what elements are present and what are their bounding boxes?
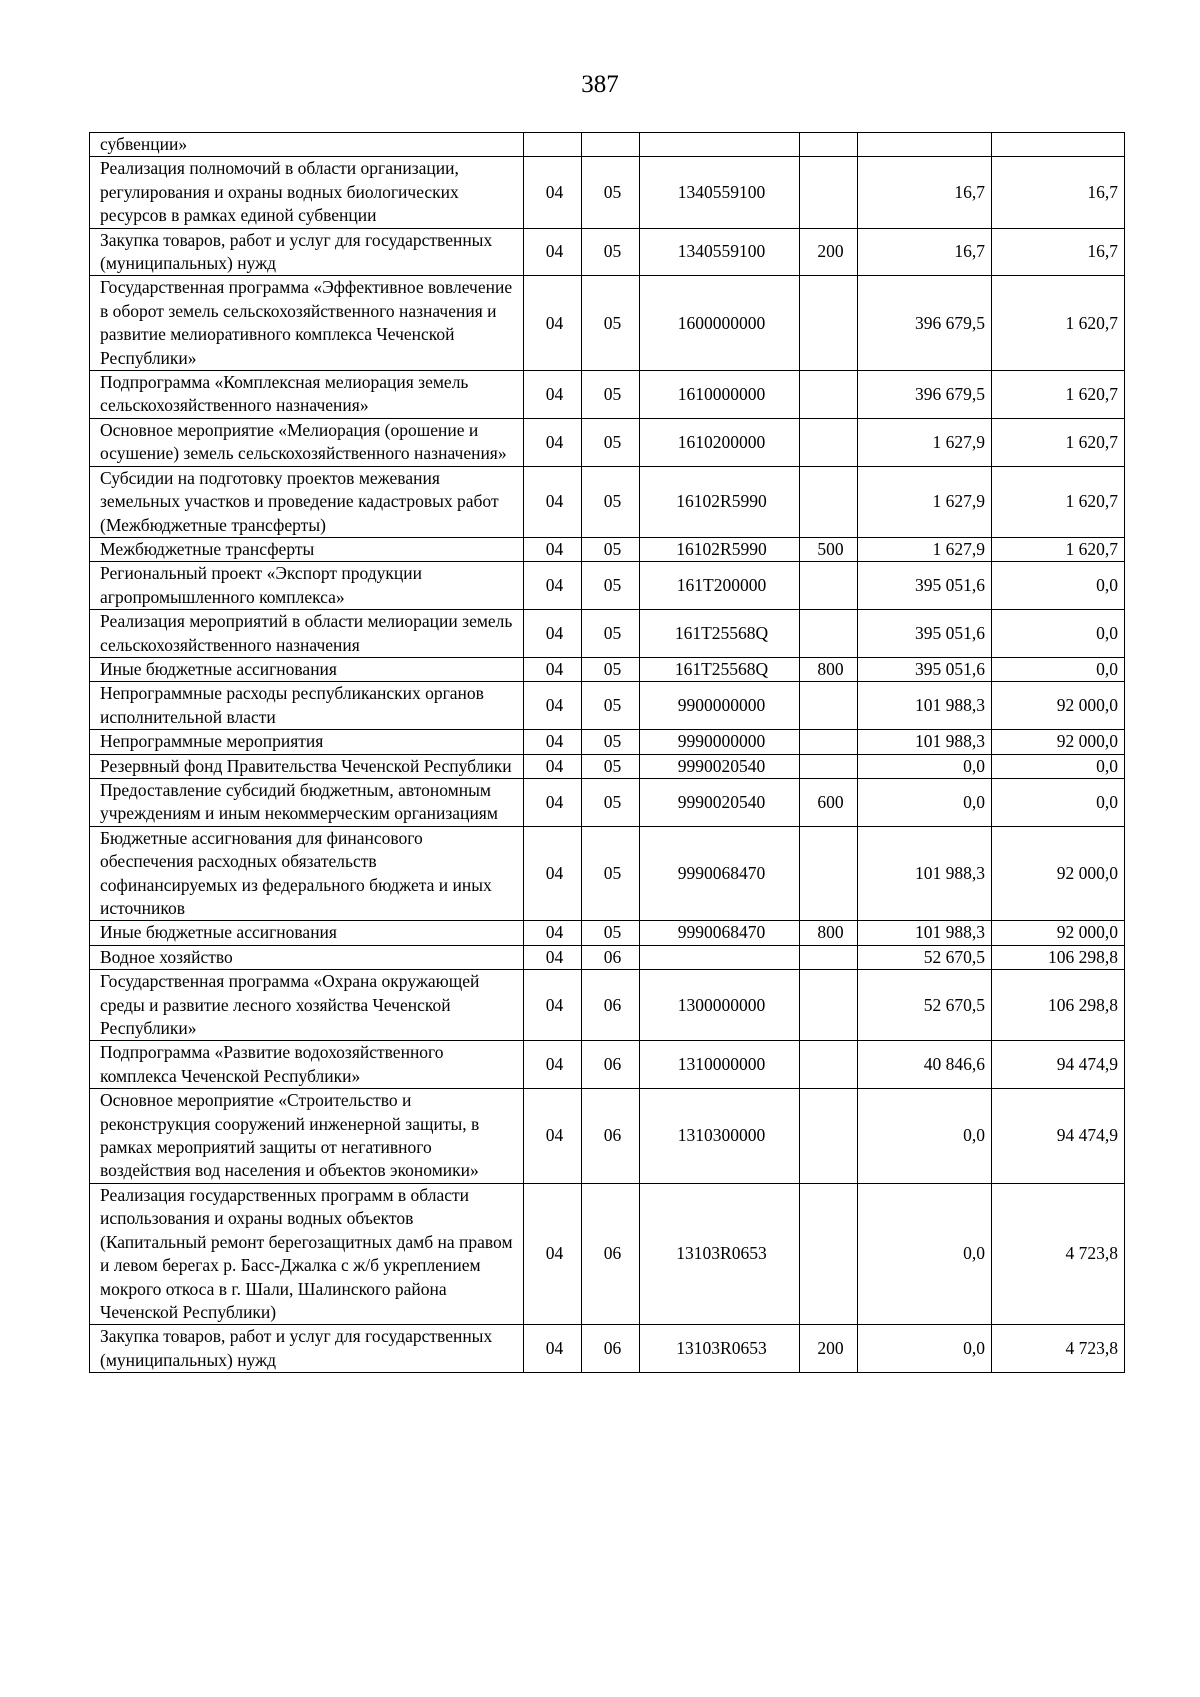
table-row xyxy=(90,228,1125,276)
subsection-code: 05 xyxy=(582,537,640,561)
expense-type-code xyxy=(800,754,858,778)
section-code: 04 xyxy=(524,537,582,561)
amount-year-2: 4 723,8 xyxy=(992,1325,1125,1373)
expense-type-code: 500 xyxy=(800,537,858,561)
expense-type-code xyxy=(800,970,858,1041)
target-article-code: 1340559100 xyxy=(640,228,800,276)
expense-type-code xyxy=(800,610,858,658)
amount-year-1: 40 846,6 xyxy=(858,1041,992,1089)
amount-year-2: 1 620,7 xyxy=(992,276,1125,371)
subsection-code: 05 xyxy=(582,562,640,610)
expense-type-code xyxy=(800,276,858,371)
table-row xyxy=(90,778,1125,826)
target-article-code: 9990000000 xyxy=(640,730,800,754)
expense-type-code: 200 xyxy=(800,228,858,276)
subsection-code: 05 xyxy=(582,921,640,945)
subsection-code: 06 xyxy=(582,945,640,969)
amount-year-2: 1 620,7 xyxy=(992,466,1125,537)
target-article-code: 16102R5990 xyxy=(640,466,800,537)
subsection-code: 05 xyxy=(582,276,640,371)
amount-year-1 xyxy=(858,133,992,157)
amount-year-1: 52 670,5 xyxy=(858,945,992,969)
target-article-code: 1340559100 xyxy=(640,157,800,228)
target-article-code: 9990068470 xyxy=(640,921,800,945)
target-article-code: 1610000000 xyxy=(640,371,800,419)
amount-year-2: 94 474,9 xyxy=(992,1089,1125,1184)
amount-year-1: 395 051,6 xyxy=(858,610,992,658)
table-row xyxy=(90,562,1125,610)
table-row xyxy=(90,157,1125,228)
section-code: 04 xyxy=(524,157,582,228)
section-code: 04 xyxy=(524,778,582,826)
target-article-code: 161T25568Q xyxy=(640,610,800,658)
table-row xyxy=(90,945,1125,969)
subsection-code: 05 xyxy=(582,610,640,658)
amount-year-1: 1 627,9 xyxy=(858,418,992,466)
row-name: Государственная программа «Эффективное вовлечение в оборот земель сельскохозяйственного назначения и развитие мелиоративного комплекса Чеченской Республики» xyxy=(90,276,524,371)
amount-year-2: 1 620,7 xyxy=(992,537,1125,561)
expense-type-code xyxy=(800,466,858,537)
row-name: Закупка товаров, работ и услуг для государственных (муниципальных) нужд xyxy=(90,228,524,276)
table-row xyxy=(90,682,1125,730)
target-article-code xyxy=(640,133,800,157)
subsection-code: 05 xyxy=(582,826,640,921)
section-code: 04 xyxy=(524,228,582,276)
table-row xyxy=(90,1089,1125,1184)
target-article-code: 1300000000 xyxy=(640,970,800,1041)
expense-type-code xyxy=(800,157,858,228)
amount-year-1: 0,0 xyxy=(858,1183,992,1324)
amount-year-2: 94 474,9 xyxy=(992,1041,1125,1089)
section-code: 04 xyxy=(524,970,582,1041)
amount-year-1: 101 988,3 xyxy=(858,826,992,921)
amount-year-1: 396 679,5 xyxy=(858,371,992,419)
amount-year-2: 0,0 xyxy=(992,778,1125,826)
row-name: Резервный фонд Правительства Чеченской Республики xyxy=(90,754,524,778)
target-article-code: 13103R0653 xyxy=(640,1183,800,1324)
amount-year-1: 395 051,6 xyxy=(858,562,992,610)
amount-year-2: 16,7 xyxy=(992,228,1125,276)
table-row xyxy=(90,466,1125,537)
row-name: Водное хозяйство xyxy=(90,945,524,969)
subsection-code: 06 xyxy=(582,1325,640,1373)
amount-year-1: 396 679,5 xyxy=(858,276,992,371)
subsection-code: 05 xyxy=(582,778,640,826)
amount-year-1: 395 051,6 xyxy=(858,657,992,681)
expense-type-code: 200 xyxy=(800,1325,858,1373)
table-row xyxy=(90,537,1125,561)
subsection-code: 05 xyxy=(582,730,640,754)
table-row xyxy=(90,276,1125,371)
amount-year-1: 0,0 xyxy=(858,754,992,778)
table-row xyxy=(90,610,1125,658)
amount-year-1: 16,7 xyxy=(858,157,992,228)
amount-year-2: 0,0 xyxy=(992,610,1125,658)
table-row xyxy=(90,754,1125,778)
table-row xyxy=(90,418,1125,466)
amount-year-2: 92 000,0 xyxy=(992,730,1125,754)
section-code: 04 xyxy=(524,562,582,610)
subsection-code: 05 xyxy=(582,371,640,419)
section-code: 04 xyxy=(524,1183,582,1324)
expense-type-code xyxy=(800,1089,858,1184)
subsection-code: 06 xyxy=(582,1089,640,1184)
subsection-code: 05 xyxy=(582,754,640,778)
section-code: 04 xyxy=(524,466,582,537)
section-code: 04 xyxy=(524,371,582,419)
row-name: Непрограммные мероприятия xyxy=(90,730,524,754)
subsection-code xyxy=(582,133,640,157)
table-row xyxy=(90,826,1125,921)
section-code: 04 xyxy=(524,730,582,754)
row-name: Основное мероприятие «Мелиорация (орошение и осушение) земель сельскохозяйственного назначения» xyxy=(90,418,524,466)
amount-year-1: 0,0 xyxy=(858,1325,992,1373)
table-row xyxy=(90,921,1125,945)
amount-year-2: 0,0 xyxy=(992,657,1125,681)
table-row xyxy=(90,1325,1125,1373)
subsection-code: 05 xyxy=(582,228,640,276)
row-name: субвенции» xyxy=(90,133,524,157)
amount-year-1: 1 627,9 xyxy=(858,537,992,561)
row-name: Реализация государственных программ в области использования и охраны водных объектов (Капитальный ремонт берегозащитных дамб на правом и левом берегах р. Басс-Джалка с ж/б укреплением мокрого откоса в г. Шали, Шалинского района Чеченской Республики) xyxy=(90,1183,524,1324)
row-name: Межбюджетные трансферты xyxy=(90,537,524,561)
row-name: Подпрограмма «Развитие водохозяйственного комплекса Чеченской Республики» xyxy=(90,1041,524,1089)
amount-year-2: 1 620,7 xyxy=(992,418,1125,466)
expense-type-code xyxy=(800,1183,858,1324)
table-row xyxy=(90,371,1125,419)
section-code: 04 xyxy=(524,754,582,778)
target-article-code: 1310300000 xyxy=(640,1089,800,1184)
amount-year-1: 101 988,3 xyxy=(858,730,992,754)
amount-year-2: 92 000,0 xyxy=(992,826,1125,921)
row-name: Бюджетные ассигнования для финансового обеспечения расходных обязательств софинансируемых из федерального бюджета и иных источников xyxy=(90,826,524,921)
row-name: Основное мероприятие «Строительство и реконструкция сооружений инженерной защиты, в рамках мероприятий защиты от негативного воздействия вод населения и объектов экономики» xyxy=(90,1089,524,1184)
table-row xyxy=(90,1041,1125,1089)
row-name: Подпрограмма «Комплексная мелиорация земель сельскохозяйственного назначения» xyxy=(90,371,524,419)
expense-type-code xyxy=(800,682,858,730)
amount-year-1: 0,0 xyxy=(858,1089,992,1184)
expense-type-code xyxy=(800,730,858,754)
amount-year-2: 1 620,7 xyxy=(992,371,1125,419)
subsection-code: 05 xyxy=(582,466,640,537)
table-row xyxy=(90,657,1125,681)
subsection-code: 06 xyxy=(582,1183,640,1324)
row-name: Региональный проект «Экспорт продукции агропромышленного комплекса» xyxy=(90,562,524,610)
row-name: Реализация мероприятий в области мелиорации земель сельскохозяйственного назначения xyxy=(90,610,524,658)
amount-year-1: 0,0 xyxy=(858,778,992,826)
target-article-code: 1310000000 xyxy=(640,1041,800,1089)
amount-year-1: 16,7 xyxy=(858,228,992,276)
amount-year-1: 52 670,5 xyxy=(858,970,992,1041)
budget-table xyxy=(89,132,1125,1373)
target-article-code: 9900000000 xyxy=(640,682,800,730)
table-row xyxy=(90,1183,1125,1324)
expense-type-code xyxy=(800,945,858,969)
section-code: 04 xyxy=(524,682,582,730)
subsection-code: 05 xyxy=(582,657,640,681)
expense-type-code xyxy=(800,418,858,466)
row-name: Реализация полномочий в области организации, регулирования и охраны водных биологических ресурсов в рамках единой субвенции xyxy=(90,157,524,228)
expense-type-code xyxy=(800,562,858,610)
row-name: Субсидии на подготовку проектов межевания земельных участков и проведение кадастровых работ (Межбюджетные трансферты) xyxy=(90,466,524,537)
table-row xyxy=(90,730,1125,754)
subsection-code: 06 xyxy=(582,1041,640,1089)
row-name: Непрограммные расходы республиканских органов исполнительной власти xyxy=(90,682,524,730)
amount-year-2: 106 298,8 xyxy=(992,970,1125,1041)
section-code xyxy=(524,133,582,157)
target-article-code: 161T25568Q xyxy=(640,657,800,681)
expense-type-code xyxy=(800,826,858,921)
section-code: 04 xyxy=(524,826,582,921)
section-code: 04 xyxy=(524,945,582,969)
target-article-code: 9990020540 xyxy=(640,754,800,778)
expense-type-code xyxy=(800,1041,858,1089)
target-article-code: 9990020540 xyxy=(640,778,800,826)
target-article-code: 16102R5990 xyxy=(640,537,800,561)
subsection-code: 05 xyxy=(582,418,640,466)
section-code: 04 xyxy=(524,276,582,371)
target-article-code: 161T200000 xyxy=(640,562,800,610)
subsection-code: 05 xyxy=(582,682,640,730)
amount-year-2: 4 723,8 xyxy=(992,1183,1125,1324)
section-code: 04 xyxy=(524,418,582,466)
section-code: 04 xyxy=(524,1325,582,1373)
page-number: 387 xyxy=(581,71,619,98)
amount-year-2: 92 000,0 xyxy=(992,921,1125,945)
section-code: 04 xyxy=(524,1041,582,1089)
section-code: 04 xyxy=(524,921,582,945)
subsection-code: 05 xyxy=(582,157,640,228)
amount-year-2 xyxy=(992,133,1125,157)
amount-year-2: 0,0 xyxy=(992,562,1125,610)
section-code: 04 xyxy=(524,657,582,681)
row-name: Иные бюджетные ассигнования xyxy=(90,921,524,945)
row-name: Иные бюджетные ассигнования xyxy=(90,657,524,681)
amount-year-2: 106 298,8 xyxy=(992,945,1125,969)
amount-year-1: 101 988,3 xyxy=(858,682,992,730)
expense-type-code: 800 xyxy=(800,921,858,945)
expense-type-code: 600 xyxy=(800,778,858,826)
target-article-code: 1600000000 xyxy=(640,276,800,371)
target-article-code: 1610200000 xyxy=(640,418,800,466)
amount-year-2: 0,0 xyxy=(992,754,1125,778)
row-name: Закупка товаров, работ и услуг для государственных (муниципальных) нужд xyxy=(90,1325,524,1373)
amount-year-1: 101 988,3 xyxy=(858,921,992,945)
row-name: Государственная программа «Охрана окружающей среды и развитие лесного хозяйства Чеченской Республики» xyxy=(90,970,524,1041)
amount-year-2: 16,7 xyxy=(992,157,1125,228)
table-row xyxy=(90,970,1125,1041)
target-article-code: 13103R0653 xyxy=(640,1325,800,1373)
budget-table-body xyxy=(90,133,1125,1373)
target-article-code: 9990068470 xyxy=(640,826,800,921)
expense-type-code xyxy=(800,133,858,157)
expense-type-code: 800 xyxy=(800,657,858,681)
row-name: Предоставление субсидий бюджетным, автономным учреждениям и иным некоммерческим организациям xyxy=(90,778,524,826)
section-code: 04 xyxy=(524,610,582,658)
target-article-code xyxy=(640,945,800,969)
section-code: 04 xyxy=(524,1089,582,1184)
amount-year-1: 1 627,9 xyxy=(858,466,992,537)
expense-type-code xyxy=(800,371,858,419)
subsection-code: 06 xyxy=(582,970,640,1041)
table-row xyxy=(90,133,1125,157)
amount-year-2: 92 000,0 xyxy=(992,682,1125,730)
